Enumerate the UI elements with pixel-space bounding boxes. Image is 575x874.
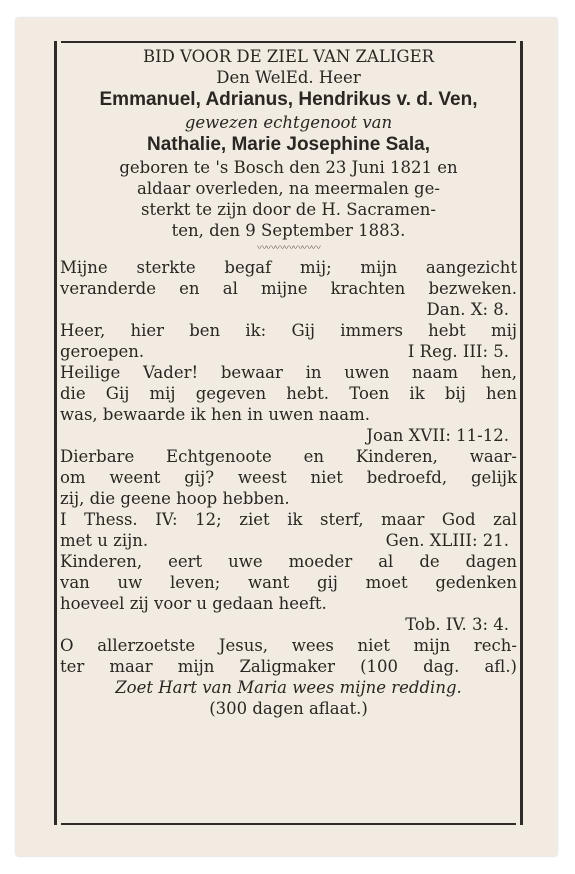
line-26: hoeveel zij voor u gedaan heeft. <box>60 594 327 613</box>
card-text <box>60 46 517 719</box>
line-18: Joan XVII: 11-12. <box>366 426 509 445</box>
wave-ornament: 〰〰〰〰〰〰〰 <box>257 243 320 254</box>
line-20: om weent gij? weest niet bedroefd, gelijk <box>60 468 517 487</box>
line-19: Dierbare Echtgenoote en Kinderen, waar- <box>60 447 517 466</box>
line-28: O allerzoetste Jesus, wees niet mijn rech- <box>60 636 517 655</box>
line-14 <box>60 341 517 362</box>
line-11: veranderde en al mijne krachten bezweken. <box>60 279 517 298</box>
line-7: aldaar overleden, na meermalen ge- <box>137 179 440 198</box>
line-6: geboren te 's Bosch den 23 Juni 1821 en <box>119 158 458 177</box>
line-12: Dan. X: 8. <box>426 300 509 319</box>
line-17: was, bewaarde ik hen in uwen naam. <box>60 405 371 424</box>
line-23-ref: Gen. XLIII: 21. <box>385 531 509 550</box>
line-8: sterkt te zijn door de H. Sacramen- <box>141 200 436 219</box>
line-14-ref: I Reg. III: 5. <box>407 342 509 361</box>
line-27: Tob. IV. 3: 4. <box>405 615 509 634</box>
line-2: Den WelEd. Heer <box>216 68 361 87</box>
line-21: zij, die geene hoop hebben. <box>60 489 290 508</box>
line-14-text: geroepen. <box>60 342 145 361</box>
line-9: ten, den 9 September 1883. <box>171 221 406 240</box>
line-24: Kinderen, eert uwe moeder al de dagen <box>60 552 517 571</box>
line-25: van uw leven; want gij moet gedenken <box>60 573 517 592</box>
line-30: Zoet Hart van Maria wees mijne redding. <box>115 678 462 697</box>
spouse-name: Nathalie, Marie Josephine Sala, <box>147 134 430 155</box>
line-15: Heilige Vader! bewaar in uwen naam hen, <box>60 363 517 382</box>
heading: BID VOOR DE ZIEL VAN ZALIGER <box>142 47 435 66</box>
line-29: ter maar mijn Zaligmaker (100 dag. afl.) <box>60 657 517 676</box>
line-23-text: met u zijn. <box>60 531 149 550</box>
line-31: (300 dagen aflaat.) <box>209 699 368 718</box>
line-4: gewezen echtgenoot van <box>184 113 393 132</box>
line-10: Mijne sterkte begaf mij; mijn aangezicht <box>60 258 517 277</box>
line-22: I Thess. IV: 12; ziet ik sterf, maar God zal <box>60 510 517 529</box>
line-23 <box>60 530 517 551</box>
line-16: die Gij mij gegeven hebt. Toen ik bij hen <box>60 384 517 403</box>
line-13: Heer, hier ben ik: Gij immers hebt mij <box>60 321 517 340</box>
deceased-name: Emmanuel, Adrianus, Hendrikus v. d. Ven, <box>99 89 478 110</box>
